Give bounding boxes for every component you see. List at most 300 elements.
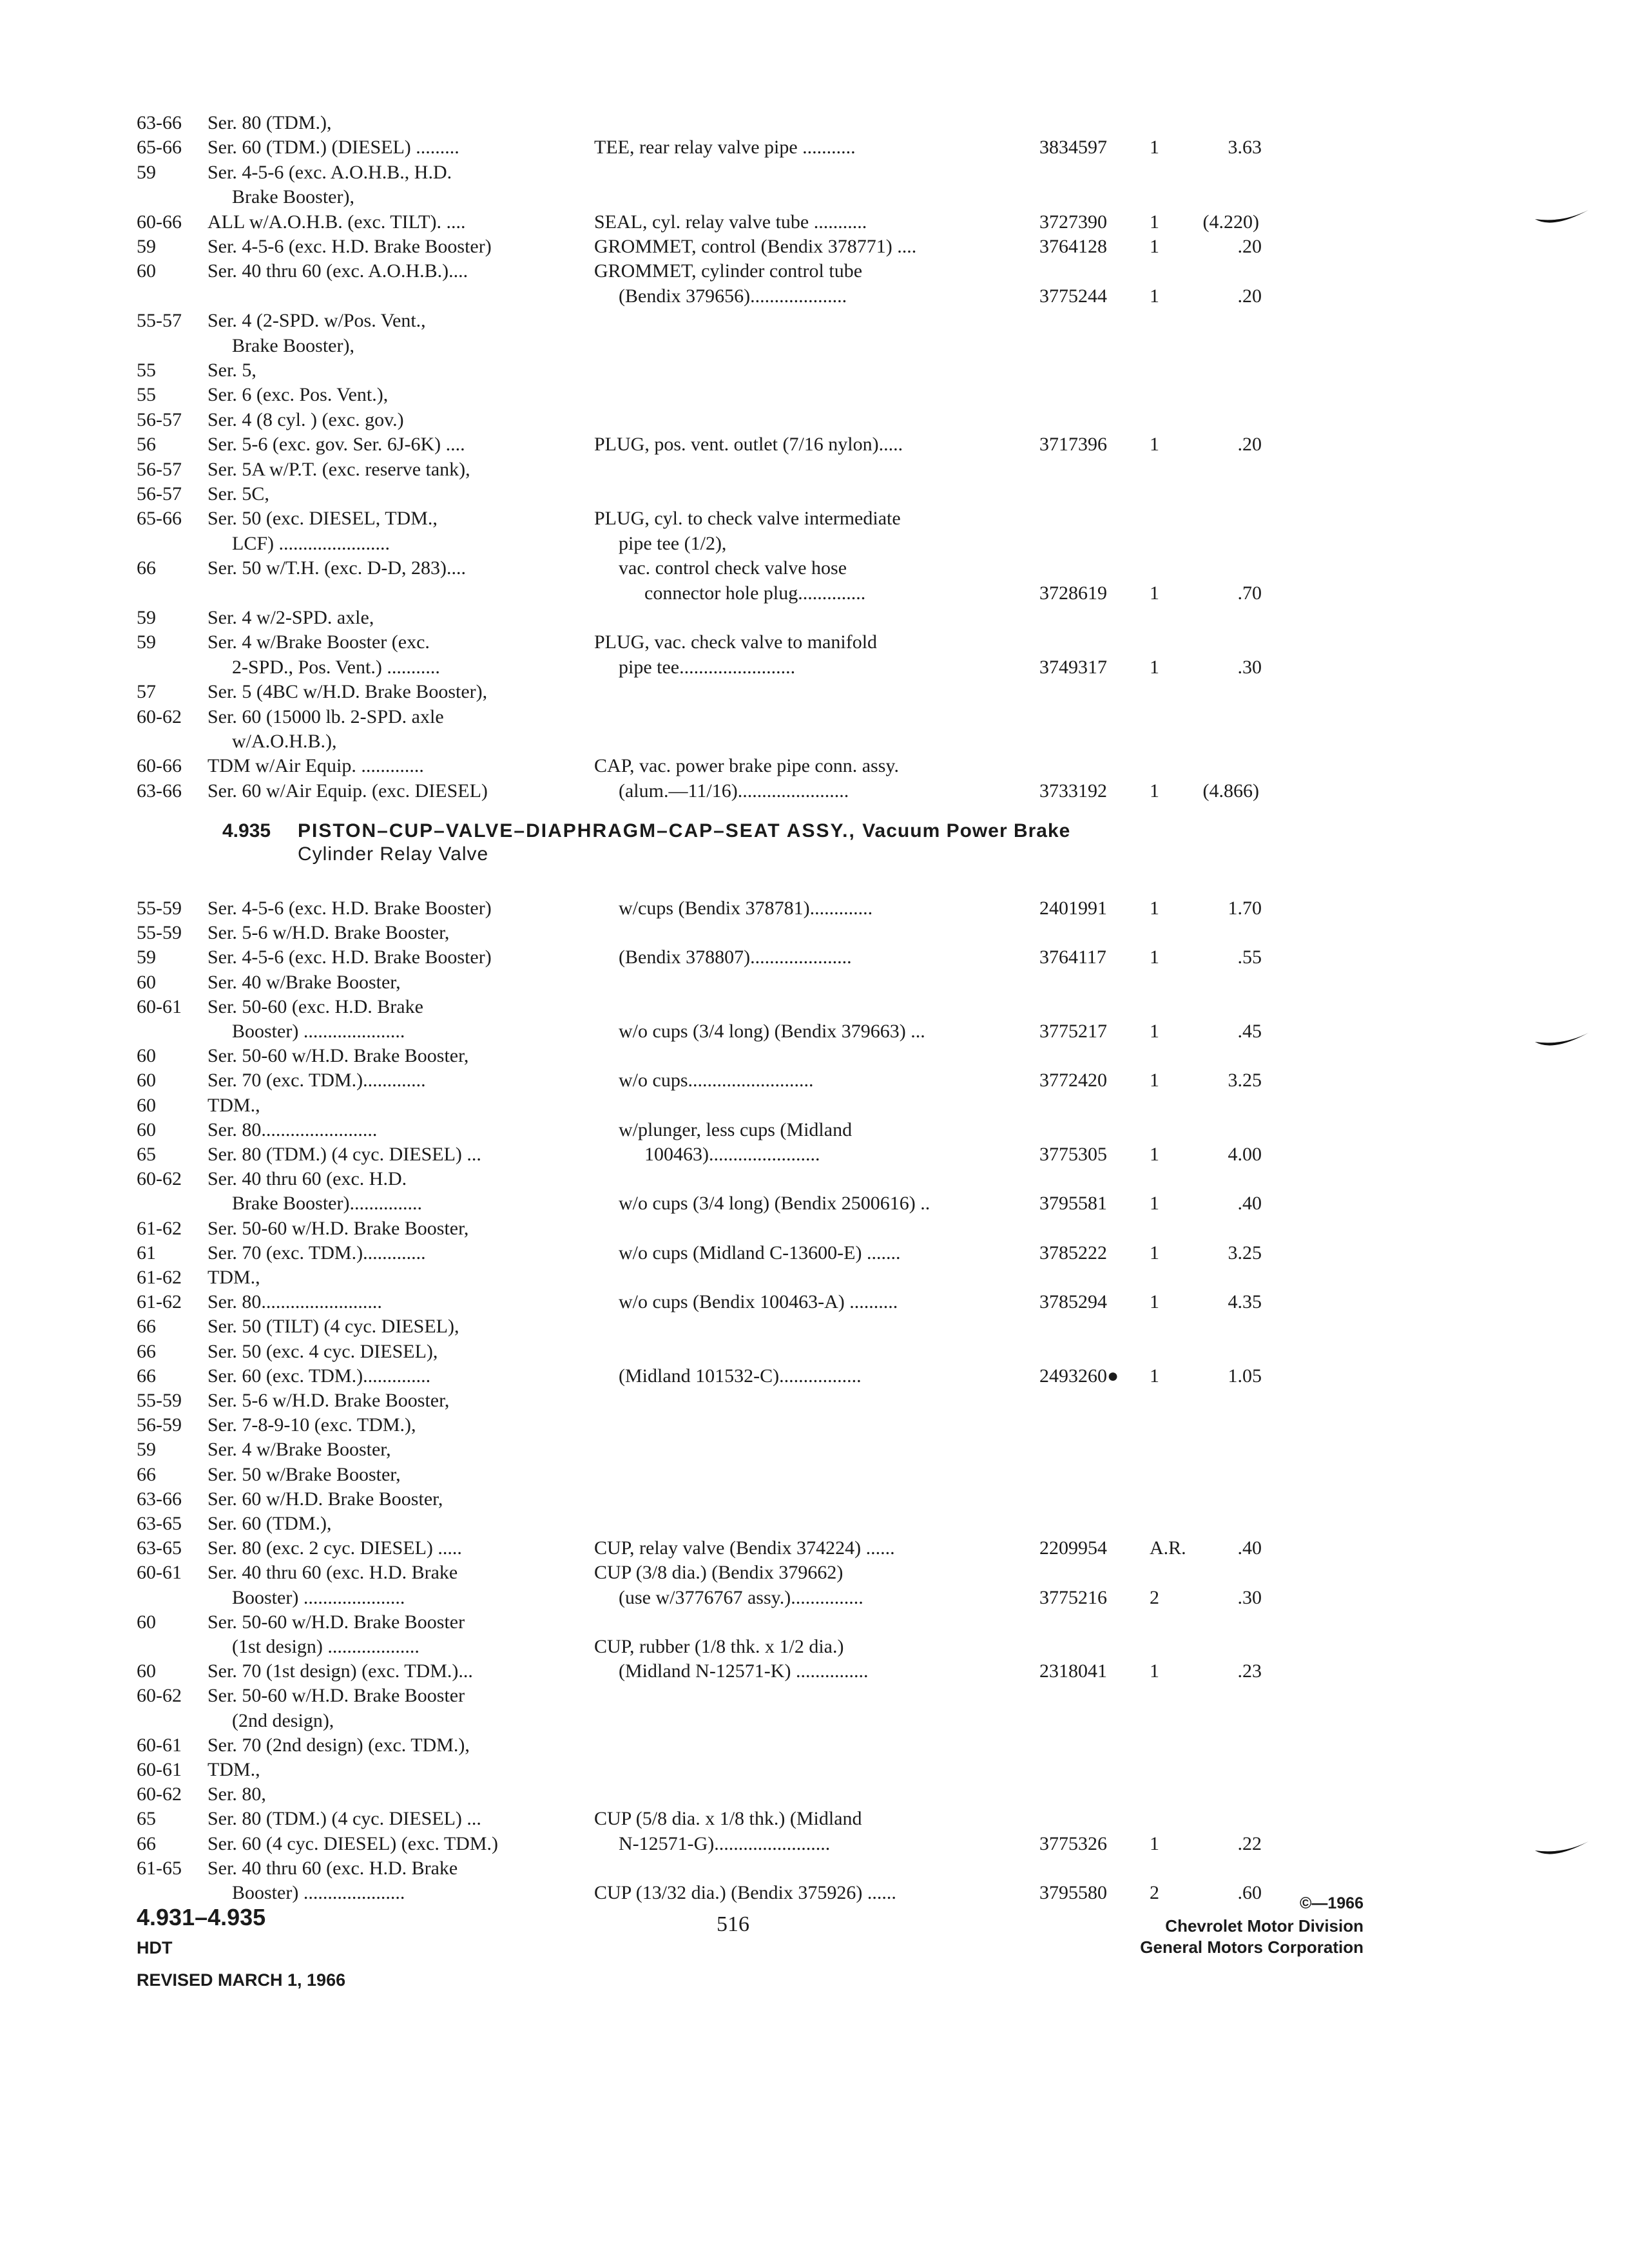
binder-tick-mark [1534, 205, 1592, 231]
application: Ser. 7-8-9-10 (exc. TDM.), [207, 1414, 416, 1436]
copyright: ©—1966 [1299, 1894, 1364, 1912]
price: .55 [1237, 947, 1262, 968]
model-code: HDT [137, 1938, 173, 1957]
parts-row [0, 532, 1629, 555]
division-name: Chevrolet Motor Division [1165, 1916, 1364, 1936]
model-years: 57 [137, 681, 156, 703]
application: Ser. 80 (TDM.) (4 cyc. DIESEL) ... [207, 1144, 481, 1165]
quantity: 2 [1150, 1586, 1159, 1608]
quantity: 1 [1150, 434, 1159, 456]
part-number: 3775244 [1039, 285, 1107, 307]
parts-row [0, 383, 1629, 407]
part-number: 2493260● [1039, 1365, 1119, 1387]
parts-row [0, 1709, 1629, 1733]
part-number: 3795580 [1039, 1882, 1107, 1903]
parts-row [0, 557, 1629, 580]
model-years: 66 [137, 1365, 156, 1387]
model-years: 61-62 [137, 1291, 182, 1313]
parts-row [0, 136, 1629, 159]
model-years: 60 [137, 1611, 156, 1633]
parts-row [0, 582, 1629, 605]
quantity: 1 [1150, 1660, 1159, 1682]
model-years: 61-65 [137, 1857, 182, 1879]
parts-row [0, 1143, 1629, 1166]
parts-row [0, 1094, 1629, 1117]
price: (4.866) [1202, 780, 1259, 802]
price: .20 [1237, 236, 1262, 257]
parts-row [0, 680, 1629, 704]
parts-row [0, 1857, 1629, 1880]
part-description: TEE, rear relay valve pipe ........... [594, 137, 856, 159]
part-number: 3733192 [1039, 780, 1107, 802]
parts-row [0, 161, 1629, 184]
application: Ser. 5-6 (exc. gov. Ser. 6J-6K) .... [207, 434, 465, 456]
parts-row [0, 1044, 1629, 1068]
part-description: PLUG, pos. vent. outlet (7/16 nylon)..... [594, 434, 903, 456]
model-years: 65-66 [137, 137, 182, 159]
application: Ser. 4 w/2-SPD. axle, [207, 607, 374, 628]
parts-row [0, 1168, 1629, 1191]
parts-row [0, 334, 1629, 358]
part-description: (Bendix 378807)..................... [619, 947, 852, 968]
application: 2-SPD., Pos. Vent.) ........... [232, 656, 440, 678]
part-number: 3785294 [1039, 1291, 1107, 1313]
part-description: CUP, rubber (1/8 thk. x 1/2 dia.) [594, 1636, 844, 1657]
application: TDM w/Air Equip. ............. [207, 755, 424, 777]
parts-row [0, 706, 1629, 729]
model-years: 55 [137, 360, 156, 381]
model-years: 55-59 [137, 1390, 182, 1411]
application: Ser. 50-60 w/H.D. Brake Booster, [207, 1045, 469, 1067]
part-number: 3775216 [1039, 1586, 1107, 1608]
price: 1.05 [1228, 1365, 1262, 1387]
quantity: 1 [1150, 898, 1159, 919]
parts-row [0, 507, 1629, 530]
model-years: 60-62 [137, 1685, 182, 1707]
section-title-tail: Vacuum Power Brake [862, 820, 1071, 841]
application: TDM., [207, 1759, 260, 1780]
model-years: 61-62 [137, 1267, 182, 1288]
parts-row [0, 1660, 1629, 1683]
parts-row [0, 1463, 1629, 1486]
quantity: 1 [1150, 1832, 1159, 1854]
quantity: 1 [1150, 285, 1159, 307]
application: Booster) ..................... [232, 1882, 405, 1903]
parts-row [0, 1758, 1629, 1782]
part-description: connector hole plug.............. [644, 582, 866, 604]
application: (2nd design), [232, 1709, 334, 1731]
part-description: CUP (3/8 dia.) (Bendix 379662) [594, 1562, 843, 1584]
parts-row [0, 656, 1629, 679]
application: Brake Booster)............... [232, 1193, 422, 1215]
application: TDM., [207, 1267, 260, 1288]
model-years: 60-66 [137, 211, 182, 233]
corporation-name: General Motors Corporation [1140, 1937, 1364, 1957]
part-description: CUP (5/8 dia. x 1/8 thk.) (Midland [594, 1808, 862, 1830]
parts-row [0, 1586, 1629, 1610]
quantity: 1 [1150, 1021, 1159, 1042]
model-years: 55-59 [137, 898, 182, 919]
part-number: 3775326 [1039, 1832, 1107, 1854]
parts-row [0, 186, 1629, 209]
quantity: A.R. [1150, 1537, 1186, 1559]
parts-row [0, 1192, 1629, 1215]
model-years: 60-62 [137, 1783, 182, 1805]
parts-row [0, 1807, 1629, 1831]
part-description: (Midland N-12571-K) ............... [619, 1660, 869, 1682]
part-description: w/o cups (Midland C-13600-E) ....... [619, 1242, 901, 1264]
part-number: 3717396 [1039, 434, 1107, 456]
parts-row [0, 1365, 1629, 1388]
part-number: 3772420 [1039, 1070, 1107, 1091]
application: Ser. 50-60 (exc. H.D. Brake [207, 995, 423, 1017]
part-description: GROMMET, cylinder control tube [594, 260, 863, 282]
price: 1.70 [1228, 898, 1262, 919]
application: Ser. 60 w/H.D. Brake Booster, [207, 1488, 443, 1510]
application: Ser. 50-60 w/H.D. Brake Booster [207, 1611, 465, 1633]
parts-row [0, 1414, 1629, 1437]
part-number: 3785222 [1039, 1242, 1107, 1264]
application: Ser. 60 (exc. TDM.).............. [207, 1365, 431, 1387]
section-title-main: PISTON–CUP–VALVE–DIAPHRAGM–CAP–SEAT ASSY., [298, 820, 856, 841]
parts-row [0, 606, 1629, 629]
application: Ser. 80........................ [207, 1119, 378, 1140]
application: Ser. 4-5-6 (exc. H.D. Brake Booster) [207, 947, 492, 968]
price: .70 [1237, 582, 1262, 604]
part-description: GROMMET, control (Bendix 378771) .... [594, 236, 917, 257]
price: 4.00 [1228, 1144, 1262, 1165]
section-subtitle: Cylinder Relay Valve [298, 843, 489, 865]
part-number: 3727390 [1039, 211, 1107, 233]
application: Ser. 50-60 w/H.D. Brake Booster, [207, 1217, 469, 1239]
part-description: N-12571-G)........................ [619, 1832, 831, 1854]
model-years: 60 [137, 1660, 156, 1682]
model-years: 60-62 [137, 1168, 182, 1190]
model-years: 60 [137, 1094, 156, 1116]
quantity: 1 [1150, 236, 1159, 257]
application: Ser. 60 (15000 lb. 2-SPD. axle [207, 706, 444, 727]
part-description: CUP, relay valve (Bendix 374224) ...... [594, 1537, 895, 1559]
application: Ser. 60 (4 cyc. DIESEL) (exc. TDM.) [207, 1832, 498, 1854]
application: Ser. 5, [207, 360, 256, 381]
application: Ser. 70 (exc. TDM.)............. [207, 1242, 426, 1264]
price: .45 [1237, 1021, 1262, 1042]
application: Ser. 50 (TILT) (4 cyc. DIESEL), [207, 1316, 459, 1338]
application: Ser. 5-6 w/H.D. Brake Booster, [207, 922, 450, 944]
quantity: 1 [1150, 1070, 1159, 1091]
model-years: 63-65 [137, 1537, 182, 1559]
part-description: vac. control check valve hose [619, 557, 847, 579]
price: .22 [1237, 1832, 1262, 1854]
part-description: w/plunger, less cups (Midland [619, 1119, 853, 1140]
application: Ser. 4-5-6 (exc. H.D. Brake Booster) [207, 898, 492, 919]
quantity: 1 [1150, 780, 1159, 802]
parts-row [0, 458, 1629, 481]
part-description: w/o cups (Bendix 100463-A) .......... [619, 1291, 898, 1313]
application: Ser. 50-60 w/H.D. Brake Booster [207, 1685, 465, 1707]
application: Ser. 40 thru 60 (exc. H.D. Brake [207, 1562, 458, 1584]
model-years: 60 [137, 971, 156, 993]
section-number: 4.935 [222, 820, 271, 841]
price: .23 [1237, 1660, 1262, 1682]
part-description: w/cups (Bendix 378781)............. [619, 898, 873, 919]
application: Ser. 40 thru 60 (exc. H.D. [207, 1168, 407, 1190]
application: Ser. 70 (2nd design) (exc. TDM.), [207, 1734, 470, 1756]
model-years: 55-59 [137, 922, 182, 944]
parts-row [0, 483, 1629, 506]
parts-row [0, 971, 1629, 994]
binder-tick-mark [1534, 1836, 1592, 1862]
parts-row [0, 1020, 1629, 1043]
part-description: w/o cups (3/4 long) (Bendix 379663) ... [619, 1021, 925, 1042]
price: .20 [1237, 434, 1262, 456]
model-years: 59 [137, 1439, 156, 1461]
model-years: 63-66 [137, 1488, 182, 1510]
part-number: 3764128 [1039, 236, 1107, 257]
parts-row [0, 1069, 1629, 1092]
part-description: 100463)....................... [644, 1144, 820, 1165]
application: Ser. 40 w/Brake Booster, [207, 971, 401, 993]
part-number: 3775305 [1039, 1144, 1107, 1165]
price: .40 [1237, 1537, 1262, 1559]
parts-row [0, 897, 1629, 920]
part-number: 2209954 [1039, 1537, 1107, 1559]
parts-row [0, 730, 1629, 753]
page-number: 516 [717, 1912, 749, 1936]
application: Booster) ..................... [232, 1021, 405, 1042]
parts-row [0, 1291, 1629, 1314]
parts-row [0, 1537, 1629, 1560]
part-description: PLUG, cyl. to check valve intermediate [594, 508, 901, 530]
parts-row [0, 309, 1629, 332]
parts-row [0, 433, 1629, 456]
parts-row [0, 1635, 1629, 1658]
part-description: pipe tee (1/2), [619, 532, 727, 554]
quantity: 2 [1150, 1882, 1159, 1903]
part-description: w/o cups.......................... [619, 1070, 814, 1091]
model-years: 60 [137, 1070, 156, 1091]
application: Ser. 4 (8 cyl. ) (exc. gov.) [207, 408, 404, 430]
part-description: SEAL, cyl. relay valve tube ........... [594, 211, 867, 233]
parts-row [0, 1881, 1629, 1905]
quantity: 1 [1150, 137, 1159, 159]
application: Brake Booster), [232, 186, 354, 208]
application: Booster) ..................... [232, 1586, 405, 1608]
parts-row [0, 1389, 1629, 1412]
model-years: 60-61 [137, 1562, 182, 1584]
group-range: 4.931–4.935 [137, 1904, 266, 1930]
model-years: 66 [137, 1340, 156, 1362]
price: 3.63 [1228, 137, 1262, 159]
model-years: 60-61 [137, 1759, 182, 1780]
application: Ser. 70 (exc. TDM.)............. [207, 1070, 426, 1091]
quantity: 1 [1150, 1144, 1159, 1165]
binder-tick-mark [1534, 1028, 1592, 1053]
part-description: PLUG, vac. check valve to manifold [594, 631, 878, 653]
price: 3.25 [1228, 1070, 1262, 1091]
parts-row [0, 285, 1629, 308]
model-years: 56-59 [137, 1414, 182, 1436]
part-description: (Bendix 379656).................... [619, 285, 847, 307]
quantity: 1 [1150, 1291, 1159, 1313]
parts-row [0, 408, 1629, 432]
model-years: 55-57 [137, 310, 182, 332]
price: 4.35 [1228, 1291, 1262, 1313]
model-years: 66 [137, 557, 156, 579]
quantity: 1 [1150, 656, 1159, 678]
model-years: 55 [137, 384, 156, 406]
price: .20 [1237, 285, 1262, 307]
model-years: 61 [137, 1242, 156, 1264]
model-years: 56-57 [137, 483, 182, 505]
application: Ser. 50 w/Brake Booster, [207, 1463, 401, 1485]
price: .30 [1237, 656, 1262, 678]
part-number: 3834597 [1039, 137, 1107, 159]
part-number: 3795581 [1039, 1193, 1107, 1215]
parts-row [0, 1512, 1629, 1535]
model-years: 60-66 [137, 755, 182, 777]
price: 3.25 [1228, 1242, 1262, 1264]
parts-row [0, 1561, 1629, 1584]
model-years: 60 [137, 1045, 156, 1067]
application: Ser. 5C, [207, 483, 269, 505]
application: Ser. 5 (4BC w/H.D. Brake Booster), [207, 681, 488, 703]
model-years: 56 [137, 434, 156, 456]
model-years: 61-62 [137, 1217, 182, 1239]
quantity: 1 [1150, 1193, 1159, 1215]
application: Ser. 4-5-6 (exc. A.O.H.B., H.D. [207, 161, 452, 183]
parts-row [0, 631, 1629, 654]
model-years: 65 [137, 1144, 156, 1165]
price: .30 [1237, 1586, 1262, 1608]
model-years: 59 [137, 236, 156, 257]
parts-row [0, 995, 1629, 1019]
parts-row [0, 1734, 1629, 1757]
application: LCF) ....................... [232, 532, 390, 554]
application: Ser. 70 (1st design) (exc. TDM.)... [207, 1660, 473, 1682]
model-years: 63-66 [137, 780, 182, 802]
parts-row [0, 1266, 1629, 1289]
application: Brake Booster), [232, 334, 354, 356]
part-number: 2401991 [1039, 898, 1107, 919]
parts-row [0, 1315, 1629, 1338]
parts-row [0, 359, 1629, 382]
model-years: 60 [137, 1119, 156, 1140]
parts-row [0, 1119, 1629, 1142]
parts-row [0, 1340, 1629, 1363]
part-number: 3775217 [1039, 1021, 1107, 1042]
part-number: 2318041 [1039, 1660, 1107, 1682]
model-years: 56-57 [137, 408, 182, 430]
parts-row [0, 260, 1629, 283]
application: Ser. 80......................... [207, 1291, 382, 1313]
application: Ser. 50 (exc. DIESEL, TDM., [207, 508, 438, 530]
part-number: 3749317 [1039, 656, 1107, 678]
application: Ser. 5A w/P.T. (exc. reserve tank), [207, 458, 470, 480]
parts-row [0, 1684, 1629, 1707]
application: Ser. 60 w/Air Equip. (exc. DIESEL) [207, 780, 488, 802]
parts-row [0, 946, 1629, 969]
application: Ser. 60 (TDM.), [207, 1513, 332, 1534]
quantity: 1 [1150, 582, 1159, 604]
application: Ser. 40 thru 60 (exc. H.D. Brake [207, 1857, 458, 1879]
parts-row [0, 111, 1629, 135]
parts-row [0, 1783, 1629, 1806]
application: w/A.O.H.B.), [232, 731, 337, 752]
part-description: (Midland 101532-C)................. [619, 1365, 862, 1387]
revised-date: REVISED MARCH 1, 1966 [137, 1970, 346, 1990]
application: ALL w/A.O.H.B. (exc. TILT). .... [207, 211, 466, 233]
application: Ser. 5-6 w/H.D. Brake Booster, [207, 1390, 450, 1411]
parts-row [0, 921, 1629, 945]
part-number: 3728619 [1039, 582, 1107, 604]
model-years: 60-62 [137, 706, 182, 727]
model-years: 66 [137, 1463, 156, 1485]
parts-row [0, 1611, 1629, 1634]
price: (4.220) [1202, 211, 1259, 233]
quantity: 1 [1150, 1242, 1159, 1264]
model-years: 65 [137, 1808, 156, 1830]
part-description: (alum.—11/16)....................... [619, 780, 849, 802]
application: Ser. 4 w/Brake Booster, [207, 1439, 391, 1461]
model-years: 63-65 [137, 1513, 182, 1534]
application: Ser. 80 (exc. 2 cyc. DIESEL) ..... [207, 1537, 462, 1559]
parts-row [0, 211, 1629, 234]
model-years: 59 [137, 607, 156, 628]
parts-row [0, 1832, 1629, 1856]
part-number: 3764117 [1039, 947, 1106, 968]
application: Ser. 80, [207, 1783, 266, 1805]
parts-row [0, 1438, 1629, 1461]
model-years: 59 [137, 947, 156, 968]
parts-row [0, 754, 1629, 778]
application: TDM., [207, 1094, 260, 1116]
model-years: 60-61 [137, 995, 182, 1017]
part-description: w/o cups (3/4 long) (Bendix 2500616) .. [619, 1193, 930, 1215]
application: Ser. 6 (exc. Pos. Vent.), [207, 384, 389, 406]
parts-row [0, 1488, 1629, 1511]
model-years: 65-66 [137, 508, 182, 530]
part-description: CAP, vac. power brake pipe conn. assy. [594, 755, 899, 777]
application: Ser. 50 w/T.H. (exc. D-D, 283).... [207, 557, 467, 579]
quantity: 1 [1150, 211, 1159, 233]
application: Ser. 40 thru 60 (exc. A.O.H.B.).... [207, 260, 468, 282]
part-description: CUP (13/32 dia.) (Bendix 375926) ...... [594, 1882, 896, 1903]
application: Ser. 60 (TDM.) (DIESEL) ......... [207, 137, 459, 159]
model-years: 60-61 [137, 1734, 182, 1756]
application: (1st design) ................... [232, 1636, 419, 1657]
application: Ser. 80 (TDM.) (4 cyc. DIESEL) ... [207, 1808, 481, 1830]
parts-row [0, 235, 1629, 258]
quantity: 1 [1150, 1365, 1159, 1387]
application: Ser. 80 (TDM.), [207, 112, 332, 133]
application: Ser. 4-5-6 (exc. H.D. Brake Booster) [207, 236, 492, 257]
application: Ser. 4 (2-SPD. w/Pos. Vent., [207, 310, 426, 332]
section-title [298, 820, 1070, 843]
price: .60 [1237, 1882, 1262, 1903]
parts-row [0, 1217, 1629, 1240]
model-years: 63-66 [137, 112, 182, 133]
parts-row [0, 780, 1629, 803]
part-description: pipe tee........................ [619, 656, 796, 678]
part-description: (use w/3776767 assy.)............... [619, 1586, 863, 1608]
model-years: 59 [137, 161, 156, 183]
quantity: 1 [1150, 947, 1159, 968]
parts-row [0, 1242, 1629, 1265]
model-years: 59 [137, 631, 156, 653]
model-years: 56-57 [137, 458, 182, 480]
price: .40 [1237, 1193, 1262, 1215]
